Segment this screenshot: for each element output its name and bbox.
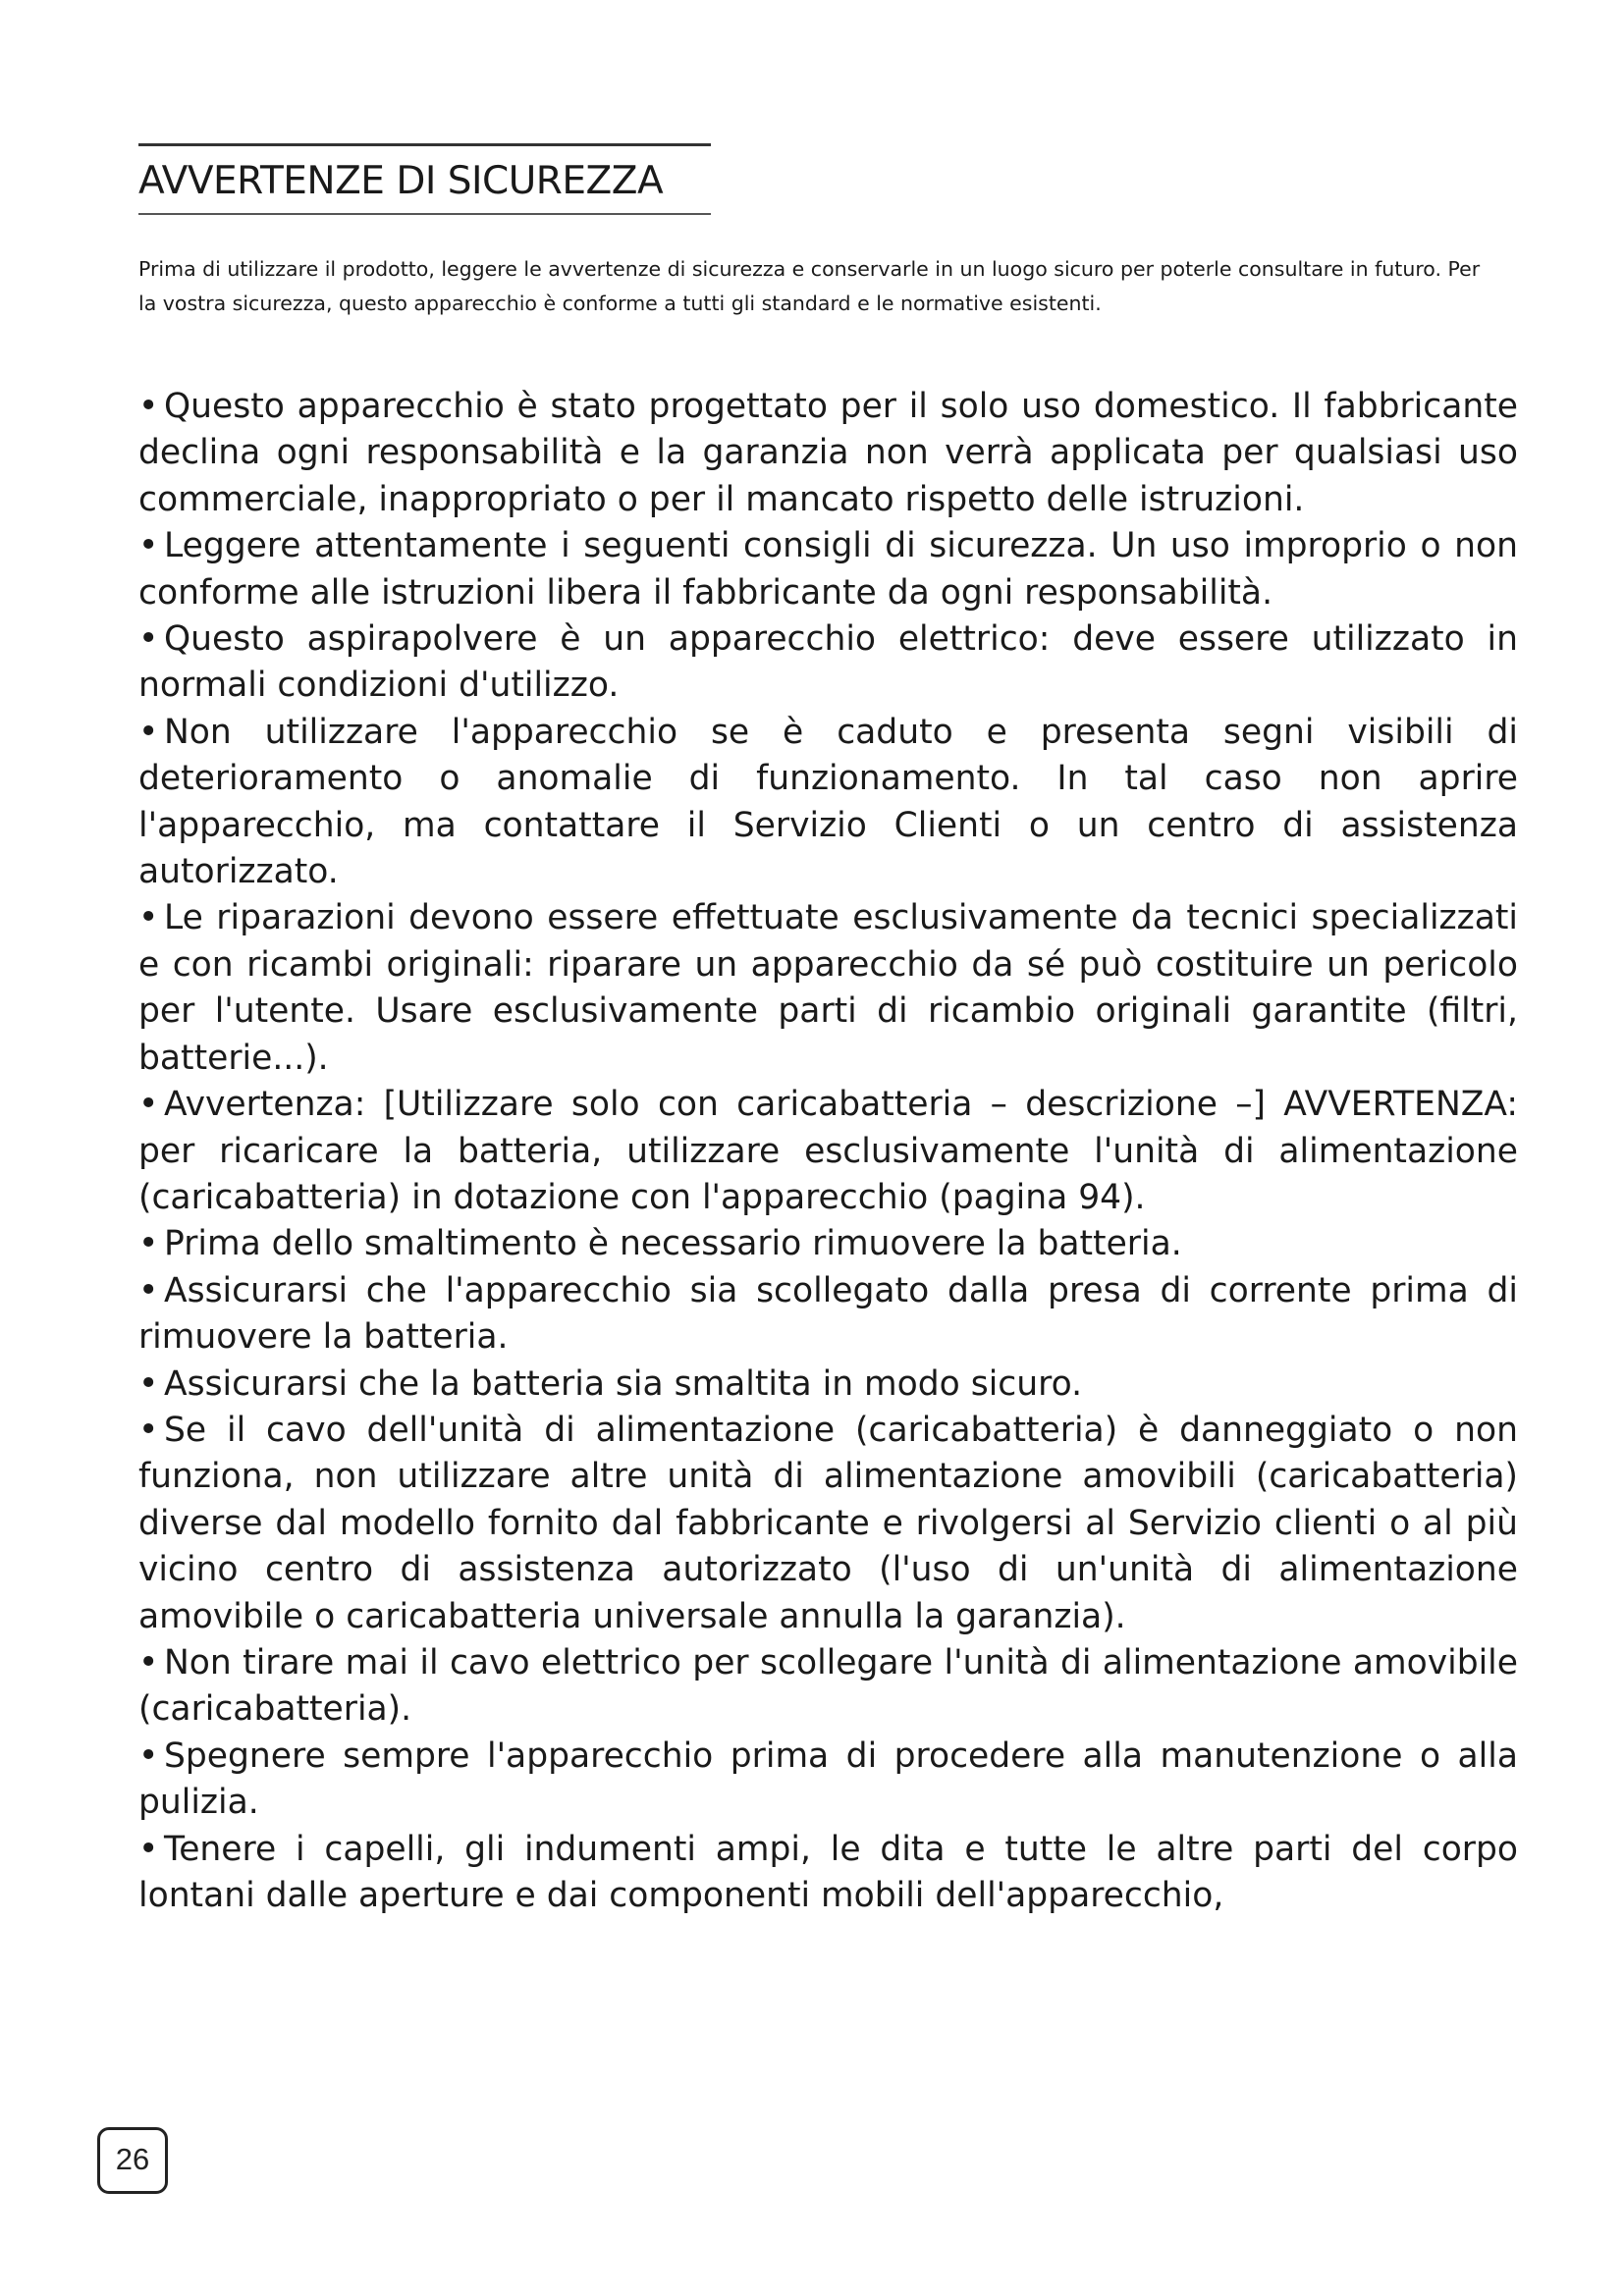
warning-item <box>138 523 1518 616</box>
warning-item <box>138 616 1518 710</box>
bullet-icon: • <box>138 1410 159 1450</box>
warning-item <box>138 895 1518 1082</box>
bullet-icon: • <box>138 1829 159 1869</box>
warning-item <box>138 1362 1518 1408</box>
bullet-icon: • <box>138 1642 159 1682</box>
warning-item <box>138 1082 1518 1221</box>
safety-warnings-list <box>138 384 1518 1919</box>
warning-text: Prima dello smaltimento è necessario rimuovere la batteria. <box>164 1224 1182 1264</box>
warning-item <box>138 1221 1518 1267</box>
bullet-icon: • <box>138 1270 159 1310</box>
bullet-icon: • <box>138 1224 159 1264</box>
warning-text: Questo apparecchio è stato progettato per il solo uso domestico. Il fabbricante declina ogni responsabilità e la garanzia non verrà applicata per qualsiasi uso commerciale, inappropriato o per il mancato rispetto delle istruzioni. <box>138 387 1518 519</box>
warning-text: Se il cavo dell'unità di alimentazione (caricabatteria) è danneggiato o non funziona, non utilizzare altre unità di alimentazione amovibili (caricabatteria) diverse dal modello fornito dal fabbricante e rivolgersi al Servizio clienti o al più vicino centro di assistenza autorizzato (l'uso di un'unità di alimentazione amovibile o caricabatteria universale annulla la garanzia). <box>138 1410 1518 1636</box>
page-title-block <box>138 143 711 215</box>
warning-text: Spegnere sempre l'apparecchio prima di procedere alla manutenzione o alla pulizia. <box>138 1735 1518 1823</box>
bullet-icon: • <box>138 898 159 938</box>
warning-text: Avvertenza: [Utilizzare solo con caricabatteria – descrizione –] AVVERTENZA: per ricaricare la batteria, utilizzare esclusivamente l'unità di alimentazione (caricabatteria) in dotazione con l'apparecchio (pagina 94). <box>138 1085 1518 1217</box>
warning-text: Tenere i capelli, gli indumenti ampi, le dita e tutte le altre parti del corpo lontani dalle aperture e dai componenti mobili dell'apparecchio, <box>138 1829 1518 1915</box>
warning-item <box>138 1640 1518 1734</box>
warning-item <box>138 1827 1518 1920</box>
warning-item <box>138 1268 1518 1362</box>
page-title: AVVERTENZE DI SICUREZZA <box>138 159 664 203</box>
bullet-icon: • <box>138 1363 159 1404</box>
warning-text: Le riparazioni devono essere effettuate esclusivamente da tecnici specializzati e con ricambi originali: riparare un apparecchio da sé può costituire un pericolo per l'utente. Usare esclusivamente parti di ricambio originali garantite (filtri, batterie...). <box>138 898 1518 1078</box>
warning-text: Assicurarsi che l'apparecchio sia scollegato dalla presa di corrente prima di rimuovere la batteria. <box>138 1270 1518 1358</box>
page-number: 26 <box>97 2127 168 2194</box>
warning-item <box>138 1408 1518 1640</box>
bullet-icon: • <box>138 526 159 566</box>
bullet-icon: • <box>138 712 159 752</box>
warning-item <box>138 384 1518 523</box>
intro-paragraph: Prima di utilizzare il prodotto, leggere le avvertenze di sicurezza e conservarle in un luogo sicuro per poterle consultare in futuro. Per la vostra sicurezza, questo apparecchio è conforme a tutti gli standard e le normative esistenti. <box>138 257 1481 315</box>
warning-text: Questo aspirapolvere è un apparecchio elettrico: deve essere utilizzato in normali condizioni d'utilizzo. <box>138 619 1518 706</box>
bullet-icon: • <box>138 1735 159 1776</box>
warning-text: Leggere attentamente i seguenti consigli di sicurezza. Un uso improprio o non conforme alle istruzioni libera il fabbricante da ogni responsabilità. <box>138 526 1518 613</box>
warning-item <box>138 1734 1518 1827</box>
bullet-icon: • <box>138 387 159 426</box>
warning-item <box>138 710 1518 896</box>
bullet-icon: • <box>138 1085 159 1125</box>
warning-text: Assicurarsi che la batteria sia smaltita in modo sicuro. <box>164 1363 1083 1404</box>
warning-text: Non utilizzare l'apparecchio se è caduto e presenta segni visibili di deterioramento o anomalie di funzionamento. In tal caso non aprire l'apparecchio, ma contattare il Servizio Clienti o un centro di assistenza autorizzato. <box>138 712 1518 892</box>
warning-text: Non tirare mai il cavo elettrico per scollegare l'unità di alimentazione amovibile (caricabatteria). <box>138 1642 1518 1730</box>
bullet-icon: • <box>138 619 159 660</box>
